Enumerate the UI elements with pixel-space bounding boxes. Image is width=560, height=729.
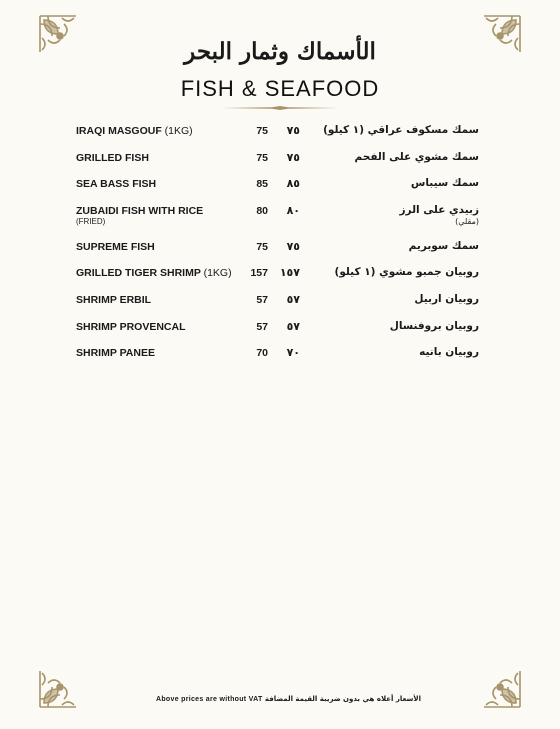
menu-list (0, 124, 560, 373)
menu-item (0, 177, 560, 204)
item-name-en: SUPREME FISH (76, 240, 155, 253)
page-title: FISH & SEAFOOD (180, 76, 380, 101)
item-name-en: GRILLED FISH (76, 151, 149, 164)
item-price-ar: ٥٧ (286, 319, 300, 333)
item-price: 85 (256, 178, 268, 191)
menu-item (0, 320, 560, 347)
vat-note: Above prices are without VAT (156, 696, 263, 703)
item-name-ar: سمك مسكوف عراقي (١ كيلو) (323, 124, 479, 136)
item-price-ar: ٧٥ (286, 239, 300, 253)
item-name-ar: سمك سوبريم (408, 239, 479, 252)
item-price-ar: ٨٠ (286, 203, 300, 217)
item-name-ar: روبيان جمبو مشوي (١ كيلو) (334, 266, 479, 279)
item-name-ar: روبيان بروفنسال (389, 319, 479, 332)
item-price: 57 (256, 320, 268, 333)
item-note-en: (FRIED) (76, 216, 106, 226)
item-price: 75 (256, 125, 268, 137)
page-title-arabic: الأسماك وثمار البحر (184, 38, 376, 65)
item-price: 80 (256, 204, 268, 217)
item-name-ar: روبيان اربيل (414, 292, 479, 305)
item-name-en: ZUBAIDI FISH WITH RICE (76, 204, 204, 217)
item-price: 57 (256, 293, 268, 306)
item-price: 75 (256, 151, 268, 164)
item-name-en: SEA BASS FISH (76, 178, 157, 191)
item-price-ar: ٧٥ (286, 150, 300, 164)
menu-item (0, 346, 560, 373)
corner-ornament-bottom-left-icon (38, 667, 80, 709)
item-name-en: SHRIMP ERBIL (76, 293, 152, 306)
item-name-en: SHRIMP PANEE (76, 347, 155, 360)
title-divider-icon (222, 106, 338, 110)
item-price-ar: ٥٧ (286, 292, 300, 306)
vat-note-ar: الأسعار أعلاه هي بدون ضريبة القيمة المضافة (264, 695, 421, 703)
item-price-ar: ٨٥ (286, 177, 300, 191)
item-name-en: IRAQI MASGOUF (1KG) (76, 125, 193, 137)
corner-ornament-bottom-right-icon (480, 667, 522, 709)
item-price-ar: ١٥٧ (279, 266, 300, 280)
menu-item (0, 204, 560, 240)
item-price-ar: ٧٠ (286, 346, 300, 360)
menu-item (0, 151, 560, 178)
item-name-ar: سمك مشوي على الفحم (354, 150, 479, 163)
item-note-ar: (مقلي) (455, 216, 479, 226)
item-price: 75 (256, 240, 268, 253)
menu-item (0, 293, 560, 320)
item-name-ar: سمك سيباس (410, 177, 479, 190)
item-name-ar: زبيدي على الرز (399, 203, 479, 216)
menu-item (0, 124, 560, 151)
item-name-ar: روبيان بانيه (419, 346, 479, 359)
item-name-en: SHRIMP PROVENCAL (76, 320, 186, 333)
item-price: 157 (250, 267, 268, 280)
item-price: 70 (256, 347, 268, 360)
item-name-en: GRILLED TIGER SHRIMP (1KG) (76, 267, 232, 280)
item-price-ar: ٧٥ (286, 124, 300, 137)
menu-item (0, 266, 560, 293)
menu-item (0, 240, 560, 267)
